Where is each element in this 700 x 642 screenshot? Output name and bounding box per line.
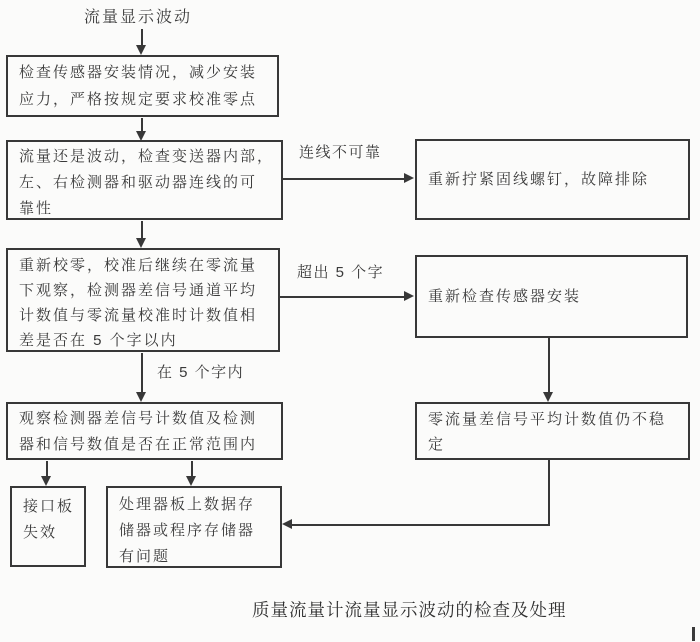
box-text-line: 观察检测器差信号计数值及检测 <box>19 410 258 427</box>
box-retighten-screws <box>415 139 690 220</box>
connector-unstable-down <box>548 460 550 526</box>
figure-caption: 质量流量计流量显示波动的检查及处理 <box>252 600 567 620</box>
box-text-line: 应力，严格按规定要求校准零点 <box>19 91 258 108</box>
box-text-line: 失效 <box>23 524 58 541</box>
connector-rezero-to-recheck <box>280 296 405 298</box>
start-node-label: 流量显示波动 <box>84 9 193 26</box>
box-text-line: 重新检查传感器安装 <box>428 287 582 305</box>
arrowhead-down-icon <box>543 392 553 402</box>
box-text-line: 定 <box>428 436 446 453</box>
arrowhead-down-icon <box>136 392 146 402</box>
box-text-line: 检查传感器安装情况，减少安装 <box>19 64 258 81</box>
box-text-line: 重新拧紧固线螺钉，故障排除 <box>428 170 650 188</box>
edge-label-exceed-5: 超出 5 个字 <box>297 264 385 281</box>
arrowhead-right-icon <box>404 173 414 183</box>
box-text-line: 重新校零，校准后继续在零流量 <box>19 257 258 274</box>
box-text-line: 靠性 <box>19 200 54 217</box>
arrowhead-left-icon <box>282 519 292 529</box>
arrowhead-down-icon <box>136 45 146 55</box>
box-check-transmitter <box>6 140 283 220</box>
box-text-line: 下观察，检测器差信号通道平均 <box>19 282 258 299</box>
box-text-line: 差是否在 5 个字以内 <box>19 332 178 349</box>
arrowhead-down-icon <box>186 476 196 486</box>
arrowhead-down-icon <box>136 238 146 248</box>
connector-unstable-to-processor <box>291 524 550 526</box>
box-still-unstable <box>415 402 690 460</box>
page-edge-mark <box>692 627 695 641</box>
connector-transmitter-to-retighten <box>283 178 405 180</box>
box-observe-detector <box>6 402 283 460</box>
arrowhead-down-icon <box>41 476 51 486</box>
box-text-line: 零流量差信号平均计数值仍不稳 <box>428 411 667 428</box>
box-text-line: 有问题 <box>119 548 171 565</box>
box-interface-board-fail <box>10 486 86 567</box>
box-text-line: 左、右检测器和驱动器连线的可 <box>19 174 258 191</box>
box-processor-board-problem <box>106 486 282 568</box>
box-text-line: 处理器板上数据存 <box>119 496 256 513</box>
box-check-sensor-install <box>6 55 279 117</box>
edge-label-connection-unreliable: 连线不可靠 <box>299 144 382 161</box>
connector-rezero-to-observe <box>141 353 143 394</box>
box-rezero-observe <box>6 248 280 352</box>
box-text-line: 器和信号数值是否在正常范围内 <box>19 436 258 453</box>
connector-recheck-to-unstable <box>548 338 550 394</box>
edge-label-within-5: 在 5 个字内 <box>157 364 245 381</box>
box-text-line: 流量还是波动，检查变送器内部， <box>19 148 275 165</box>
arrowhead-right-icon <box>404 291 414 301</box>
box-recheck-sensor-install <box>415 255 688 338</box>
box-text-line: 接口板 <box>23 498 75 515</box>
box-text-line: 储器或程序存储器 <box>119 522 256 539</box>
box-text-line: 计数值与零流量校准时计数值相 <box>19 307 258 324</box>
